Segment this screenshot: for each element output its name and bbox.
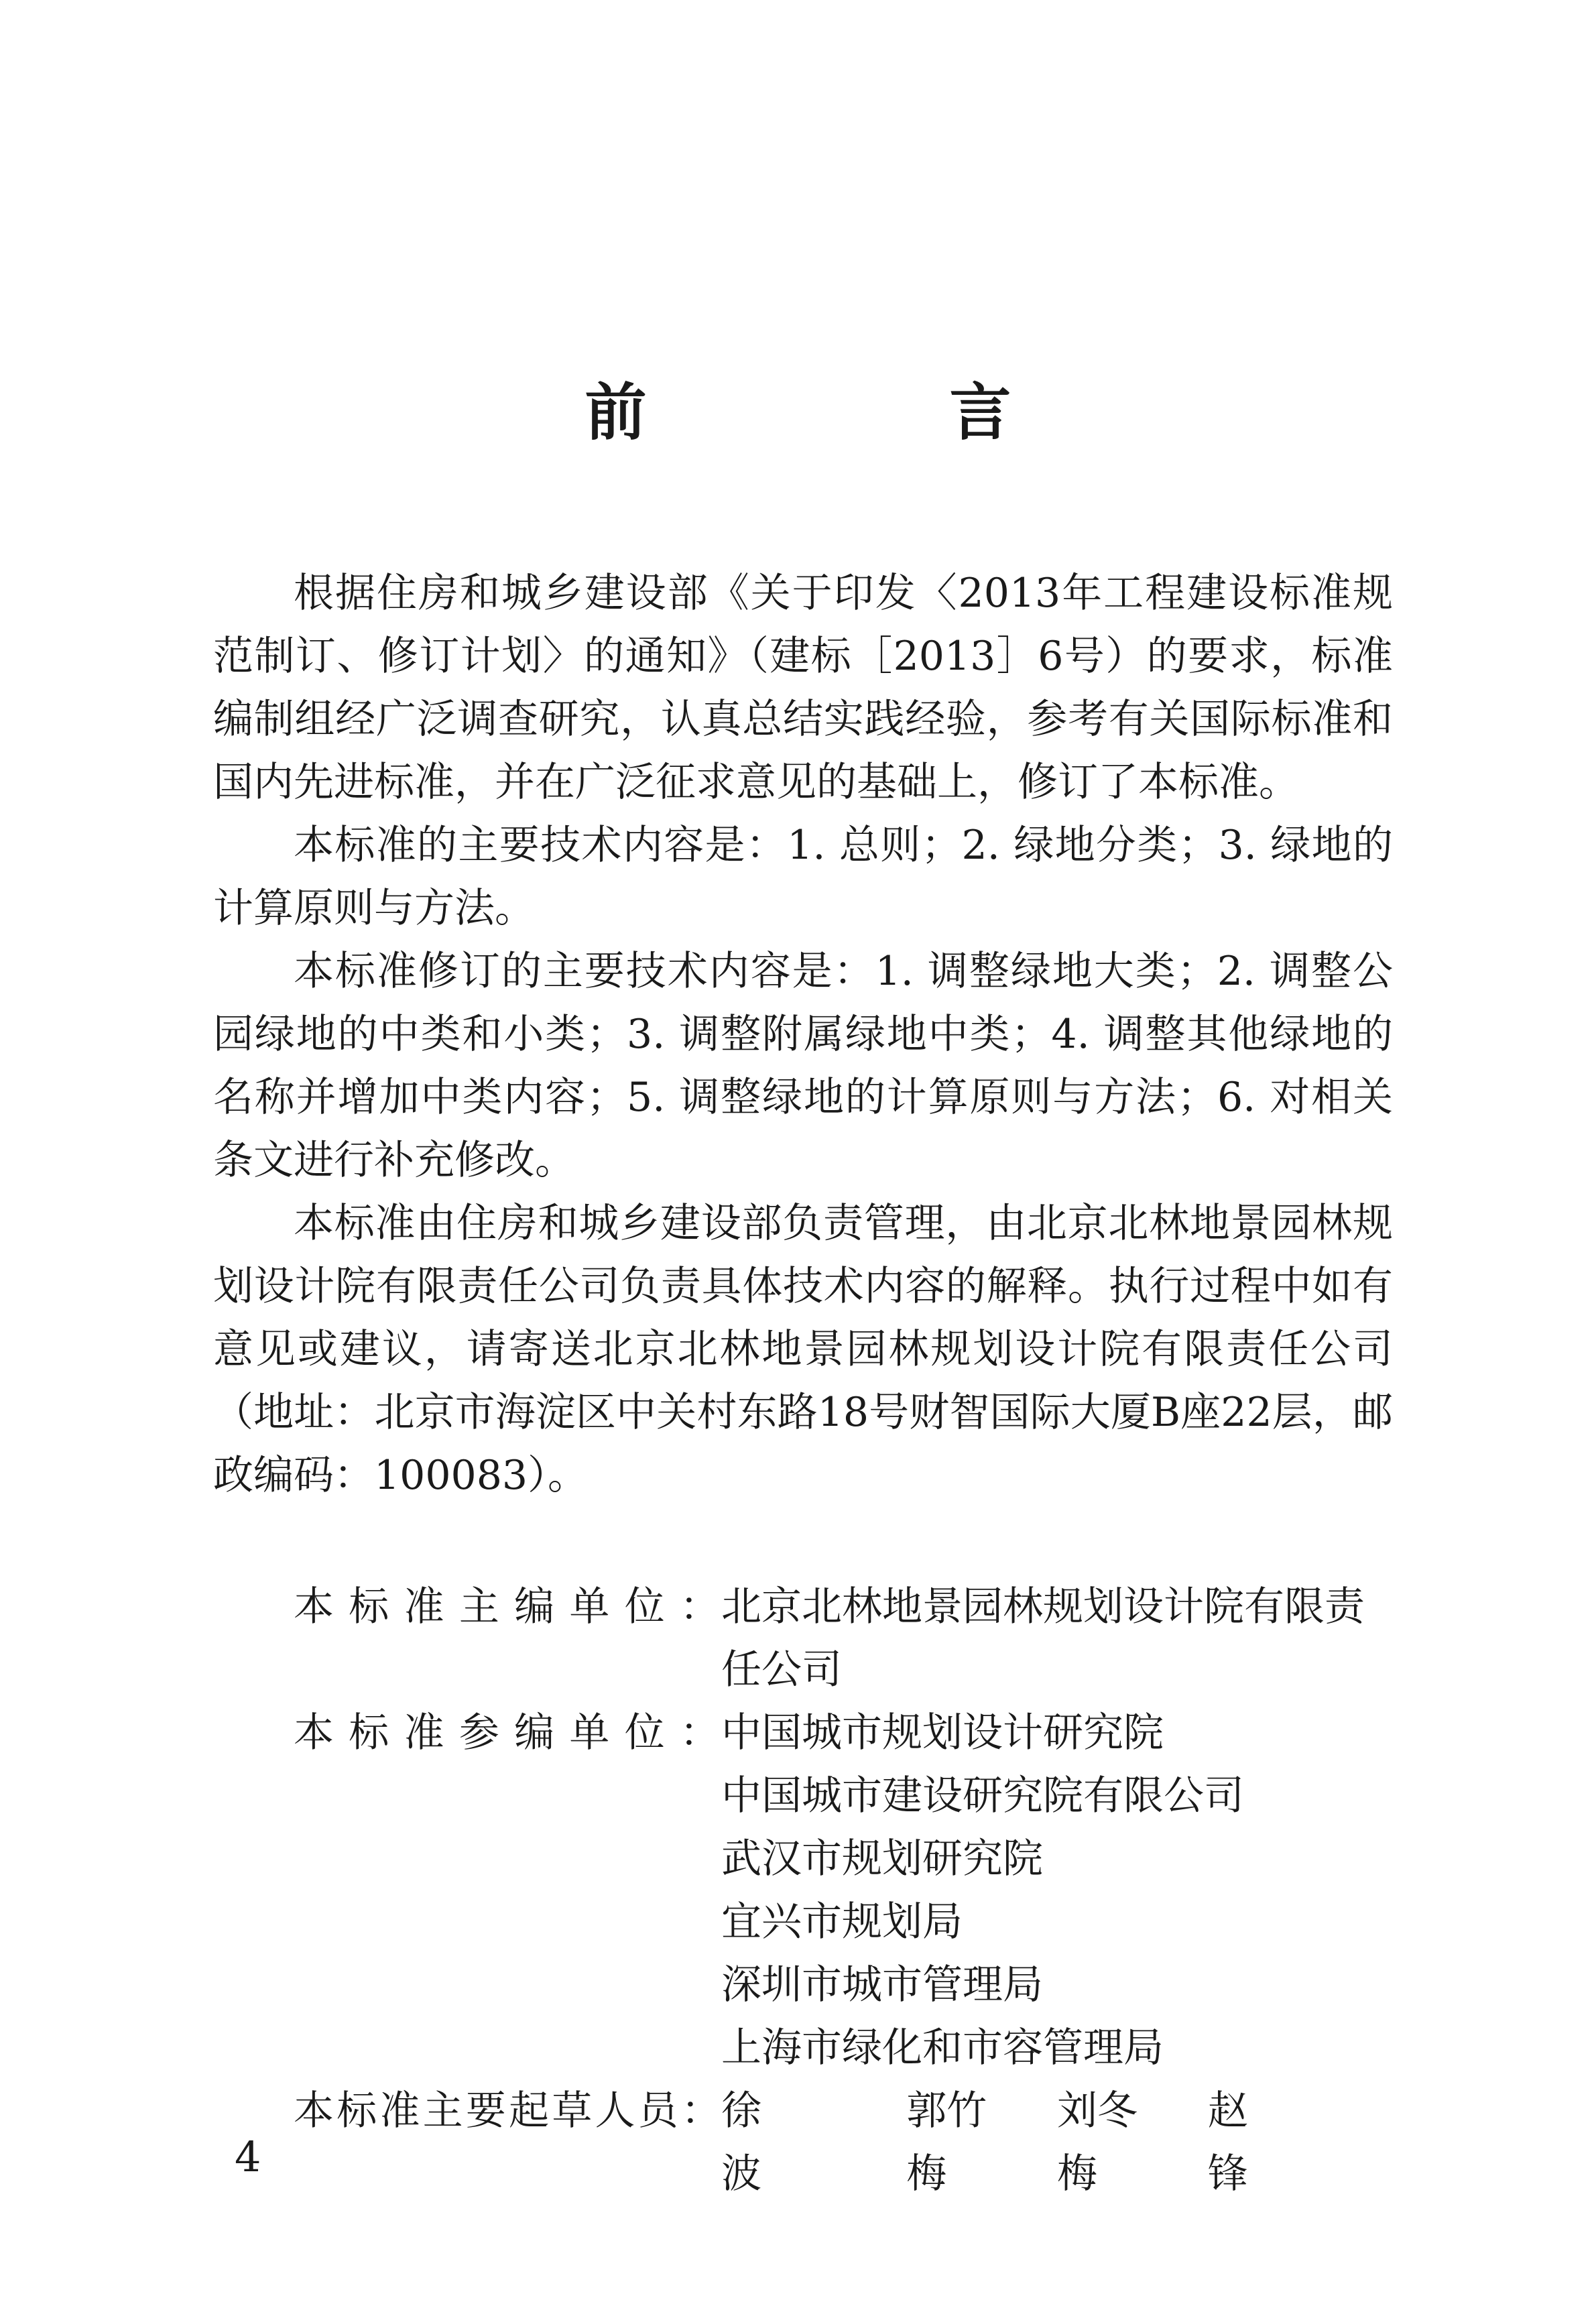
participating-unit: 武汉市规划研究院	[721, 1835, 1043, 1882]
paragraph-revision-content: 本标准修订的主要技术内容是：1. 调整绿地大类；2. 调整公园绿地的中类和小类；3. 调整附属绿地中类；4. 调整其他绿地的名称并增加中类内容；5. 调整绿地的计算原则与方法；6. 对相关条文进行补充修改。	[213, 948, 1393, 1184]
drafter-name: 赵锋	[1207, 2087, 1288, 2197]
preface-body	[213, 562, 1393, 1507]
participating-units-row	[213, 1701, 1393, 2079]
participating-unit: 上海市绿化和市容管理局	[721, 2024, 1164, 2071]
paragraph-main-content: 本标准的主要技术内容是：1. 总则；2. 绿地分类；3. 绿地的计算原则与方法。	[213, 822, 1393, 932]
paragraph-basis: 根据住房和城乡建设部《关于印发〈2013年工程建设标准规范制订、修订计划〉的通知》（建标［2013］6号）的要求，标准编制组经广泛调查研究，认真总结实践经验，参考有关国际标准和国内先进标准，并在广泛征求意见的基础上，修订了本标准。	[213, 570, 1393, 806]
credits-section	[213, 1575, 1393, 2205]
participating-unit: 中国城市建设研究院有限公司	[721, 1772, 1244, 1819]
participating-unit: 中国城市规划设计研究院	[721, 1709, 1164, 1756]
drafter-name: 徐波	[721, 2087, 802, 2197]
drafter-name: 郭竹梅	[906, 2087, 987, 2197]
paragraph-management: 本标准由住房和城乡建设部负责管理，由北京北林地景园林规划设计院有限责任公司负责具体技术内容的解释。执行过程中如有意见或建议，请寄送北京北林地景园林规划设计院有限责任公司（地址：北京市海淀区中关村东路18号财智国际大厦B座22层，邮政编码：100083）。	[213, 1200, 1393, 1499]
participating-units-label: 本标准参编单位：	[294, 1709, 721, 1756]
drafter-name: 刘冬梅	[1057, 2087, 1138, 2197]
drafters-row	[213, 2079, 1393, 2205]
participating-units-list	[721, 1701, 1393, 2079]
drafters-list	[721, 2079, 1393, 2205]
chief-editor-row	[213, 1575, 1393, 1701]
drafters-label: 本标准主要起草人员：	[294, 2087, 721, 2134]
page-title: 前 言	[585, 376, 1152, 448]
chief-editor-label: 本标准主编单位：	[294, 1583, 721, 1630]
chief-editor-unit: 北京北林地景园林规划设计院有限责任公司	[721, 1583, 1365, 1693]
participating-unit: 深圳市城市管理局	[721, 1961, 1043, 2008]
chief-editor-units	[721, 1575, 1393, 1701]
page-number: 4	[235, 2132, 261, 2181]
participating-unit: 宜兴市规划局	[721, 1898, 963, 1945]
